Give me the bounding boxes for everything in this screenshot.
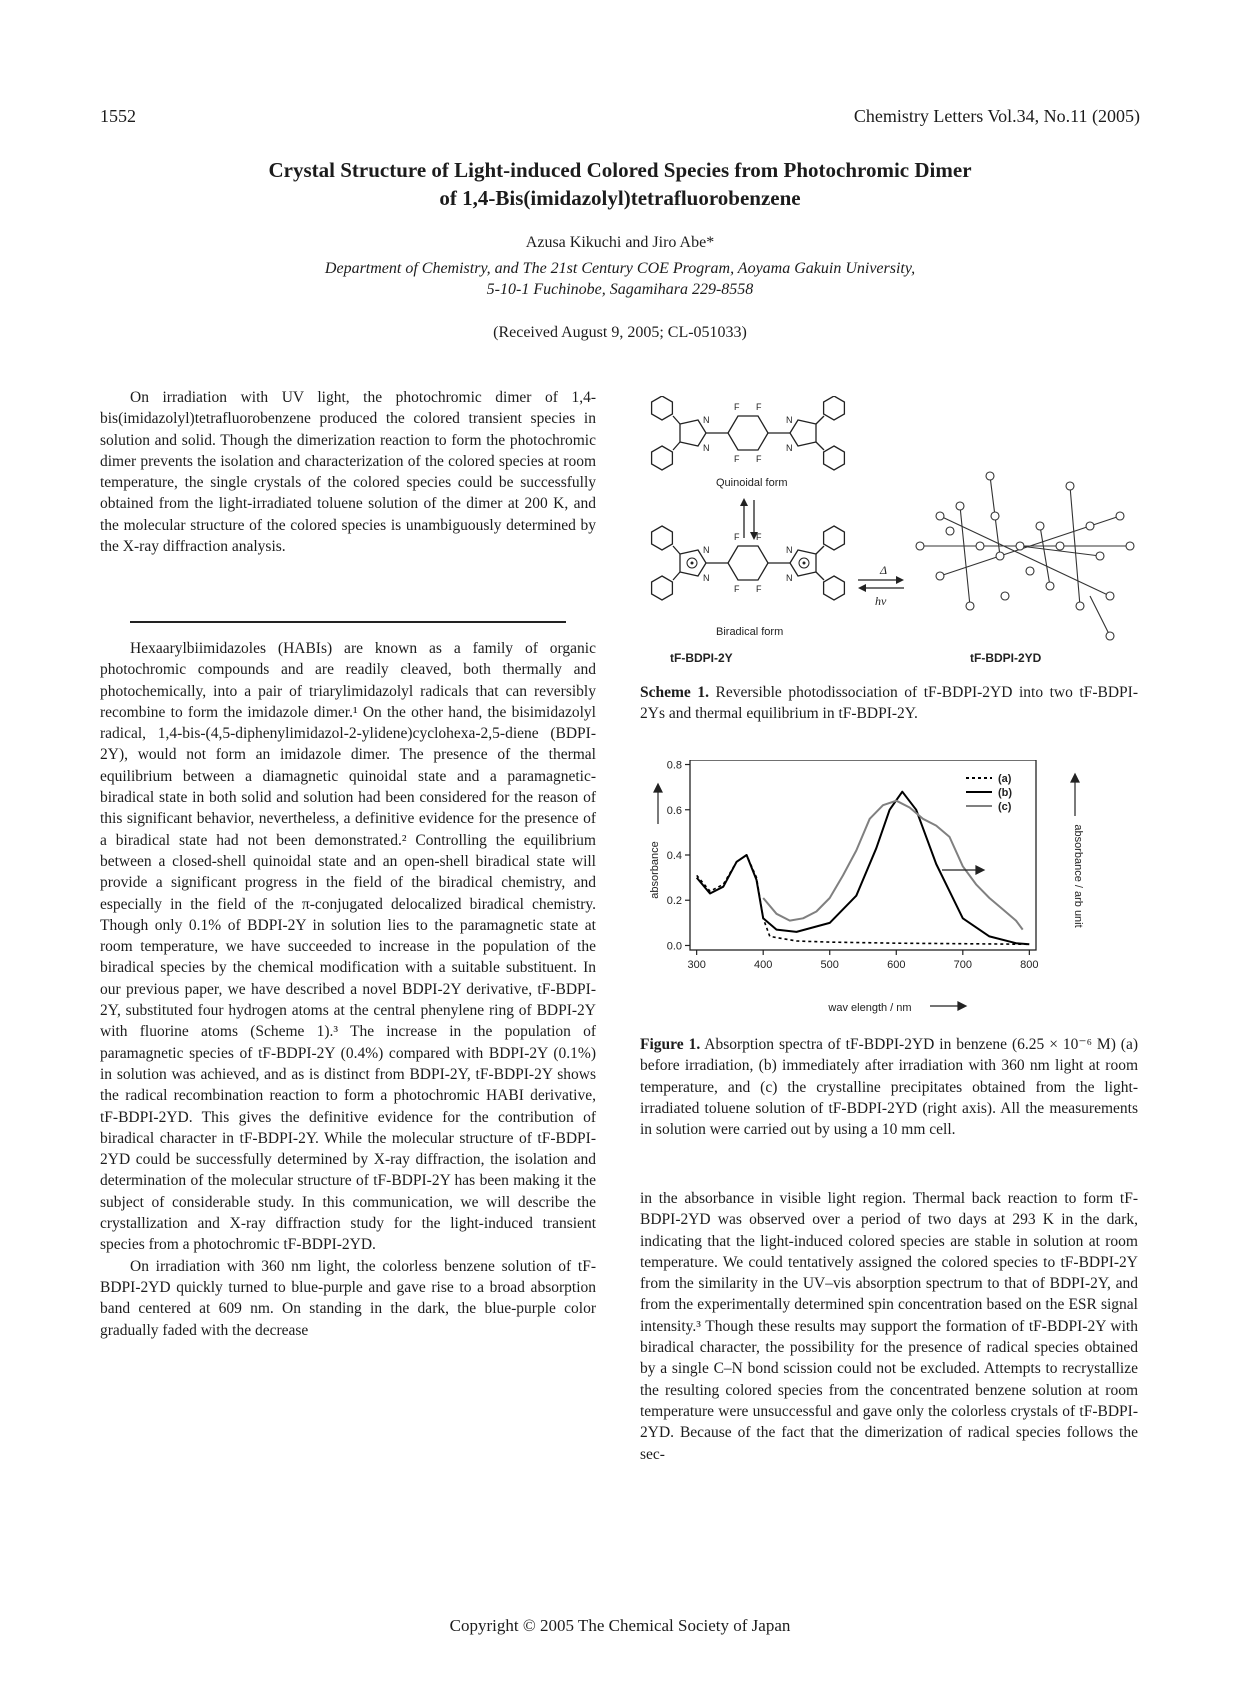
legend-label-2: (b) [998, 787, 1013, 799]
x-tick-label: 500 [820, 959, 839, 971]
heat-label: Δ [880, 563, 888, 577]
abstract-text: On irradiation with UV light, the photochromic dimer of 1,4-bis(imidazolyl)tetrafluorobenzene produced the colored transient species in solution and solid. Though the dimerization reaction to form the photochromic dimer prevents the isolation and characterization of the colored species at room temperature, the single crystals of the colored species could be successfully obtained from the light-irradiated toluene solution of the dimer at 200 K, and the molecular structure of the colored species is unambiguously determined by the X-ray diffraction analysis. [100, 389, 596, 556]
legend-label-3: (c) [998, 801, 1012, 813]
y-tick-label: 0.2 [666, 895, 682, 908]
x-tick-label: 300 [687, 959, 706, 971]
light-label: hν [875, 594, 887, 608]
abstract-divider [130, 621, 566, 623]
figure-1-chart [640, 760, 1120, 1020]
atom-n-label: N [786, 545, 793, 555]
affiliation [160, 258, 1080, 300]
figure-caption-label: Figure 1. [640, 1036, 701, 1053]
series-line-3 [763, 801, 1023, 930]
atom-f-label: F [734, 532, 740, 542]
quinoidal-form-label: Quinoidal form [716, 477, 788, 489]
body-paragraph-2: On irradiation with 360 nm light, the colorless benzene solution of tF-BDPI-2YD quickly turned to blue-purple and gave rise to a broad absorption band centered at 609 nm. On standing in the dark, the blue-purple color gradually faded with the decrease [100, 1257, 596, 1339]
atom-f-label: F [756, 584, 762, 594]
crystal-structure-drawing [916, 472, 1134, 640]
article-title [160, 156, 1080, 212]
scheme-1-caption [640, 682, 1138, 725]
axis-arrows [654, 774, 1079, 1010]
atom-n-label: N [786, 443, 793, 453]
reaction-arrows [858, 563, 904, 608]
biradical-structure [652, 526, 845, 600]
abstract [100, 387, 596, 557]
x-axis-label: wav elength / nm [828, 1002, 912, 1014]
atom-f-label: F [734, 454, 740, 464]
x-tick-label: 400 [754, 959, 773, 971]
atom-n-label: N [786, 415, 793, 425]
atom-f-label: F [734, 402, 740, 412]
y-tick-label: 0.8 [666, 760, 682, 772]
x-tick-label: 700 [953, 959, 972, 971]
atom-f-label: F [756, 532, 762, 542]
scheme-1-diagram [640, 396, 1140, 666]
atom-n-label: N [703, 415, 710, 425]
body-right-column [640, 1188, 1138, 1465]
legend-label-1: (a) [998, 773, 1012, 785]
compound-label-right: tF-BDPI-2YD [970, 651, 1042, 665]
y-axis-label: absorbance [649, 841, 661, 899]
affiliation-line-2: 5-10-1 Fuchinobe, Sagamihara 229-8558 [486, 281, 754, 298]
title-line-1: Crystal Structure of Light-induced Colored Species from Photochromic Dimer [268, 158, 972, 182]
x-tick-label: 800 [1020, 959, 1039, 971]
scheme-caption-text: Reversible photodissociation of tF-BDPI-2YD into two tF-BDPI-2Ys and thermal equilibrium in tF-BDPI-2Y. [640, 684, 1138, 723]
figure-1-caption [640, 1034, 1138, 1140]
y-tick-label: 0.0 [666, 940, 682, 953]
body-left-column [100, 638, 596, 1341]
y2-axis-label: absorbance / arb unit [1072, 824, 1084, 928]
y-tick-label: 0.6 [666, 804, 682, 817]
atom-n-label: N [786, 573, 793, 583]
atom-f-label: F [734, 584, 740, 594]
affiliation-line-1: Department of Chemistry, and The 21st Century COE Program, Aoyama Gakuin University, [324, 260, 916, 277]
atom-f-label: F [756, 454, 762, 464]
body-right-paragraph: in the absorbance in visible light region. Thermal back reaction to form tF-BDPI-2YD was observed over a period of two days at 293 K in the dark, indicating that the light-induced colored species are stable in solution at room temperature. We could tentatively assigned the colored species to tF-BDPI-2Y from the similarity in the UV–vis absorption spectrum to that of BDPI-2Y, and from the experimentally determined spin concentration based on the ESR signal intensity.³ Though these results may support the formation of tF-BDPI-2Y with biradical character, the possibility for the presence of radical species obtained by a single C–N bond scission could not be excluded. Attempts to recrystallize the resulting colored species from the concentrated benzene solution at room temperature were unsuccessful and gave only the colorless crystals of tF-BDPI-2YD. Because of the fact that the dimerization of radical species follows the sec- [640, 1190, 1138, 1463]
received-date: (Received August 9, 2005; CL-051033) [493, 324, 747, 341]
journal-citation: Chemistry Letters Vol.34, No.11 (2005) [853, 106, 1140, 126]
page-number: 1552 [100, 106, 136, 126]
atom-n-label: N [703, 573, 710, 583]
title-line-2: of 1,4-Bis(imidazolyl)tetrafluorobenzene [439, 186, 801, 210]
atom-f-label: F [756, 402, 762, 412]
atom-n-label: N [703, 443, 710, 453]
quinoidal-structure [652, 396, 845, 470]
plot-frame [690, 760, 1036, 950]
figure-caption-text: Absorption spectra of tF-BDPI-2YD in benzene (6.25 × 10⁻⁶ M) (a) before irradiation, (b) immediately after irradiation with 360 nm light at room temperature, and (c) the crystalline precipitates obtained from the light-irradiated toluene solution of tF-BDPI-2YD (right axis). All the measurements in solution were carried out by using a 10 mm cell. [640, 1036, 1139, 1139]
compound-label-left: tF-BDPI-2Y [670, 651, 733, 665]
copyright-footer: Copyright © 2005 The Chemical Society of Japan [449, 1616, 791, 1635]
scheme-caption-label: Scheme 1. [640, 684, 709, 701]
y-tick-label: 0.4 [666, 850, 682, 862]
x-tick-label: 600 [887, 959, 906, 971]
biradical-form-label: Biradical form [716, 626, 784, 638]
body-paragraph-1: Hexaarylbiimidazoles (HABIs) are known as a family of organic photochromic compounds and are readily cleaved, both thermally and photochemically, into a pair of triarylimidazolyl radicals that can reversibly recombine to form the imidazole dimer.¹ On the other hand, the bisimidazolyl radical, 1,4-bis-(4,5-diphenylimidazol-2-ylidene)cyclohexa-2,5-diene (BDPI-2Y), would not form an imidazole dimer. The presence of the thermal equilibrium between a diamagnetic quinoidal state and a paramagnetic-biradical state in both solid and solution had been considered for the reason of this significant behavior, nevertheless, a definitive evidence for the presence of a biradical state had not been demonstrated.² Controlling the equilibrium between a closed-shell quinoidal state and an open-shell biradical state will provide a significant progress in the field of the biradical chemistry, and especially in the field of the π-conjugated delocalized biradical chemistry. Though only 0.1% of BDPI-2Y in solution lies to the paramagnetic state at room temperature, we have succeeded to increase in the population of the biradical species by the chemical modification with a suitable substituent. In our previous paper, we have described a novel BDPI-2Y derivative, tF-BDPI-2Y, substituted four hydrogen atoms at the central phenylene ring of BDPI-2Y with fluorine atoms (Scheme 1).³ The increase in the population of paramagnetic species of tF-BDPI-2Y (0.4%) compared with BDPI-2Y (0.1%) in solution was achieved, and as is distinct from BDPI-2Y, tF-BDPI-2Y shows the radical recombination reaction to form a photochromic HABI derivative, tF-BDPI-2YD. This gives the definitive evidence for the contribution of biradical character in tF-BDPI-2Y. While the molecular structure of tF-BDPI-2YD could be successfully determined by X-ray diffraction, the isolation and determination of the molecular structure of tF-BDPI-2Y has been making it the subject of considerable study. In this communication, we will describe the crystallization and X-ray diffraction study for the light-induced transient species from a photochromic tF-BDPI-2YD. [100, 640, 596, 1254]
atom-n-label: N [703, 545, 710, 555]
authors: Azusa Kikuchi and Jiro Abe* [525, 234, 715, 251]
